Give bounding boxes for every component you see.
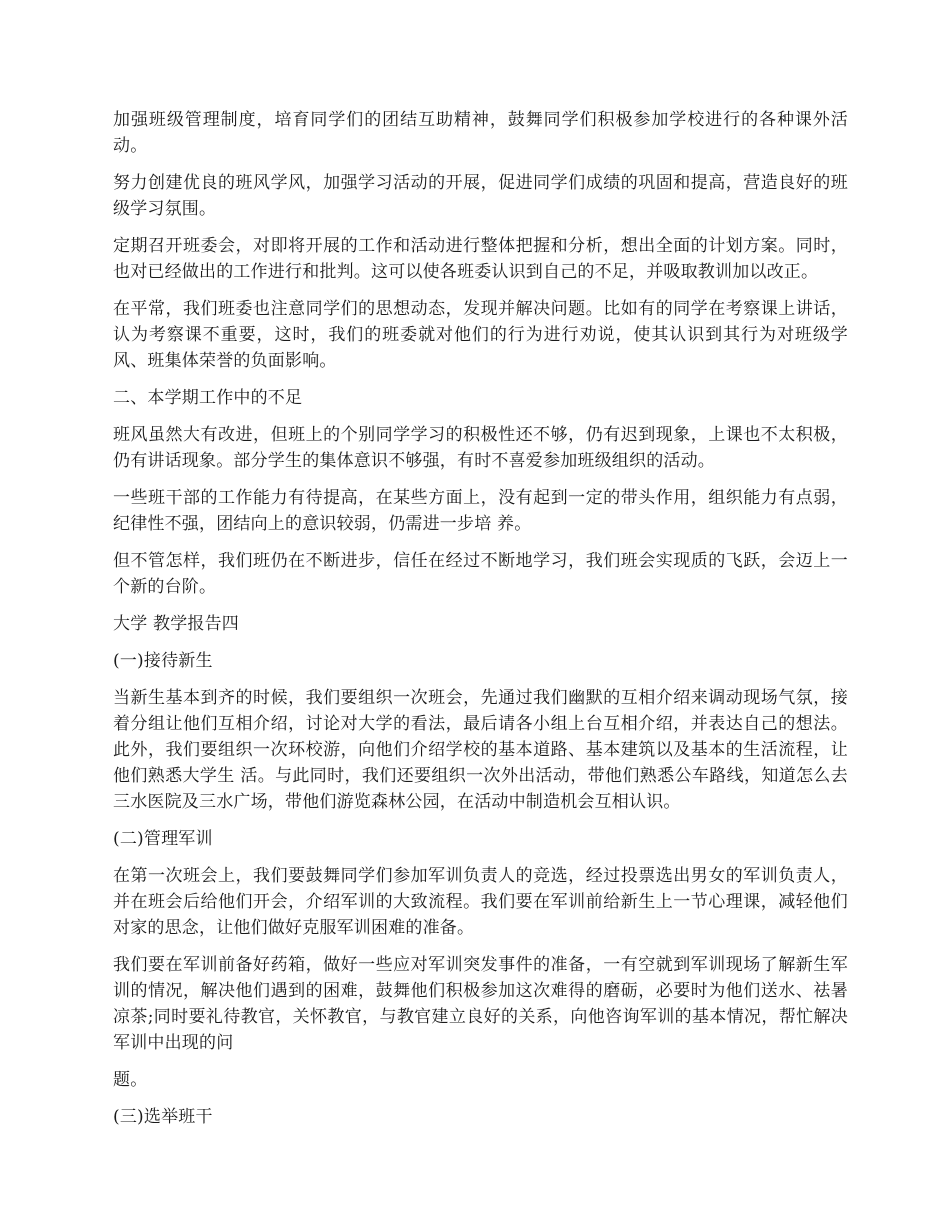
- paragraph-progress: 但不管怎样，我们班仍在不断进步，信任在经过不断地学习，我们班会实现质的飞跃，会迈上一个新的台阶。: [113, 551, 848, 597]
- section-heading-shortcomings: 二、本学期工作中的不足: [113, 388, 303, 408]
- document-body: [113, 107, 848, 1141]
- paragraph-class-management: 加强班级管理制度，培育同学们的团结互助精神，鼓舞同学们积极参加学校进行的各种课外活动。: [113, 110, 848, 156]
- report-title: 大学 教学报告四: [113, 614, 240, 634]
- paragraph-class-style-issues: 班风虽然大有改进，但班上的个别同学学习的积极性还不够，仍有迟到现象，上课也不太积极，仍有讲话现象。部分学生的集体意识不够强，有时不喜爱参加班级组织的活动。: [113, 425, 848, 471]
- paragraph-training-support: 我们要在军训前备好药箱，做好一些应对军训突发事件的准备，一有空就到军训现场了解新生军训的情况，解决他们遇到的困难，鼓舞他们积极参加这次难得的磨砺，必要时为他们送水、祛暑凉茶;同时要礼待教官，关怀教官，与教官建立良好的关系，向他咨询军训的基本情况，帮忙解决军训中出现的问: [113, 955, 848, 1053]
- paragraph-student-thoughts: 在平常，我们班委也注意同学们的思想动态，发现并解决问题。比如有的同学在考察课上讲话，认为考察课不重要，这时，我们的班委就对他们的行为进行劝说，使其认识到其行为对班级学风、班集体荣誉的负面影响。: [113, 299, 848, 371]
- paragraph-training-leaders: 在第一次班会上，我们要鼓舞同学们参加军训负责人的竞选，经过投票选出男女的军训负责人，并在班会后给他们开会，介绍军训的大致流程。我们要在军训前给新生上一节心理课，减轻他们对家的思念，让他们做好克服军训困难的准备。: [113, 866, 848, 938]
- subheading-military-training: (二)管理军训: [113, 829, 213, 849]
- subheading-receive-freshmen: (一)接待新生: [113, 651, 213, 671]
- subheading-elect-cadres: (三)选举班干: [113, 1107, 213, 1127]
- paragraph-committee-meetings: 定期召开班委会，对即将开展的工作和活动进行整体把握和分析，想出全面的计划方案。同时，也对已经做出的工作进行和批判。这可以使各班委认识到自己的不足，并吸取教训加以改正。: [113, 236, 848, 282]
- paragraph-freshmen-activities: 当新生基本到齐的时候，我们要组织一次班会，先通过我们幽默的互相介绍来调动现场气氛，接着分组让他们互相介绍，讨论对大学的看法，最后请各小组上台互相介绍，并表达自己的想法。此外，我们要组织一次环校游，向他们介绍学校的基本道路、基本建筑以及基本的生活流程，让他们熟悉大学生 活。与此同时，我们还要组织一次外出活动，带他们熟悉公车路线，知道怎么去三水医院及三水广场，带他们游览森林公园，在活动中制造机会互相认识。: [113, 688, 848, 812]
- paragraph-cadre-ability: 一些班干部的工作能力有待提高，在某些方面上，没有起到一定的带头作用，组织能力有点弱，纪律性不强，团结向上的意识较弱，仍需进一步培 养。: [113, 488, 848, 534]
- paragraph-fragment: 题。: [113, 1070, 148, 1090]
- paragraph-study-atmosphere: 努力创建优良的班风学风，加强学习活动的开展，促进同学们成绩的巩固和提高，营造良好的班级学习氛围。: [113, 173, 848, 219]
